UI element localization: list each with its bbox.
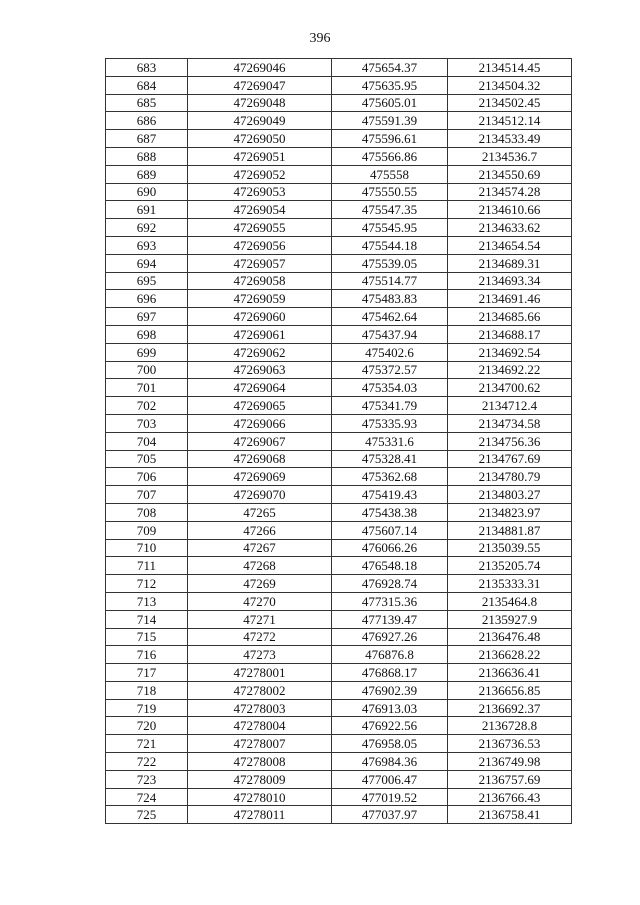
row-index-cell: 689 <box>106 165 188 183</box>
x-coordinate-cell: 477019.52 <box>332 788 448 806</box>
x-coordinate-cell: 475591.39 <box>332 112 448 130</box>
y-coordinate-cell: 2134536.7 <box>448 147 572 165</box>
x-coordinate-cell: 475462.64 <box>332 308 448 326</box>
y-coordinate-cell: 2135205.74 <box>448 557 572 575</box>
x-coordinate-cell: 476876.8 <box>332 646 448 664</box>
row-index-cell: 712 <box>106 575 188 593</box>
x-coordinate-cell: 475550.55 <box>332 183 448 201</box>
table-row <box>106 681 572 699</box>
table-row <box>106 503 572 521</box>
row-index-cell: 723 <box>106 770 188 788</box>
table-row <box>106 165 572 183</box>
x-coordinate-cell: 475545.95 <box>332 219 448 237</box>
point-id-cell: 47269051 <box>188 147 332 165</box>
y-coordinate-cell: 2135039.55 <box>448 539 572 557</box>
table-row <box>106 183 572 201</box>
row-index-cell: 710 <box>106 539 188 557</box>
x-coordinate-cell: 475539.05 <box>332 254 448 272</box>
row-index-cell: 691 <box>106 201 188 219</box>
point-id-cell: 47269058 <box>188 272 332 290</box>
point-id-cell: 47269064 <box>188 379 332 397</box>
row-index-cell: 688 <box>106 147 188 165</box>
table-row <box>106 753 572 771</box>
x-coordinate-cell: 475328.41 <box>332 450 448 468</box>
point-id-cell: 47269065 <box>188 397 332 415</box>
row-index-cell: 722 <box>106 753 188 771</box>
table-row <box>106 94 572 112</box>
point-id-cell: 47269066 <box>188 414 332 432</box>
row-index-cell: 724 <box>106 788 188 806</box>
x-coordinate-cell: 476928.74 <box>332 575 448 593</box>
table-row <box>106 361 572 379</box>
point-id-cell: 47266 <box>188 521 332 539</box>
row-index-cell: 715 <box>106 628 188 646</box>
row-index-cell: 717 <box>106 664 188 682</box>
table-row <box>106 325 572 343</box>
table-row <box>106 76 572 94</box>
row-index-cell: 692 <box>106 219 188 237</box>
point-id-cell: 47269046 <box>188 59 332 77</box>
table-row <box>106 343 572 361</box>
point-id-cell: 47268 <box>188 557 332 575</box>
y-coordinate-cell: 2134610.66 <box>448 201 572 219</box>
row-index-cell: 685 <box>106 94 188 112</box>
y-coordinate-cell: 2134767.69 <box>448 450 572 468</box>
table-row <box>106 539 572 557</box>
x-coordinate-cell: 475372.57 <box>332 361 448 379</box>
x-coordinate-cell: 476066.26 <box>332 539 448 557</box>
point-id-cell: 47269049 <box>188 112 332 130</box>
x-coordinate-cell: 475544.18 <box>332 236 448 254</box>
row-index-cell: 719 <box>106 699 188 717</box>
table-row <box>106 717 572 735</box>
y-coordinate-cell: 2134685.66 <box>448 308 572 326</box>
table-row <box>106 521 572 539</box>
point-id-cell: 47269048 <box>188 94 332 112</box>
table-row <box>106 59 572 77</box>
point-id-cell: 47269053 <box>188 183 332 201</box>
row-index-cell: 690 <box>106 183 188 201</box>
row-index-cell: 704 <box>106 432 188 450</box>
y-coordinate-cell: 2134780.79 <box>448 468 572 486</box>
point-id-cell: 47269056 <box>188 236 332 254</box>
x-coordinate-cell: 477139.47 <box>332 610 448 628</box>
table-row <box>106 486 572 504</box>
table-row <box>106 450 572 468</box>
table-row <box>106 664 572 682</box>
x-coordinate-cell: 475362.68 <box>332 468 448 486</box>
x-coordinate-cell: 475596.61 <box>332 130 448 148</box>
row-index-cell: 694 <box>106 254 188 272</box>
point-id-cell: 47278008 <box>188 753 332 771</box>
point-id-cell: 47269069 <box>188 468 332 486</box>
x-coordinate-cell: 477315.36 <box>332 592 448 610</box>
x-coordinate-cell: 475341.79 <box>332 397 448 415</box>
table-row <box>106 788 572 806</box>
table-row <box>106 770 572 788</box>
y-coordinate-cell: 2135464.8 <box>448 592 572 610</box>
x-coordinate-cell: 476927.26 <box>332 628 448 646</box>
point-id-cell: 47267 <box>188 539 332 557</box>
y-coordinate-cell: 2134689.31 <box>448 254 572 272</box>
y-coordinate-cell: 2136636.41 <box>448 664 572 682</box>
table-body <box>106 59 572 824</box>
point-id-cell: 47269052 <box>188 165 332 183</box>
x-coordinate-cell: 475402.6 <box>332 343 448 361</box>
row-index-cell: 714 <box>106 610 188 628</box>
y-coordinate-cell: 2135927.9 <box>448 610 572 628</box>
table-row <box>106 201 572 219</box>
y-coordinate-cell: 2134533.49 <box>448 130 572 148</box>
y-coordinate-cell: 2134654.54 <box>448 236 572 254</box>
y-coordinate-cell: 2134692.54 <box>448 343 572 361</box>
coordinates-table <box>105 58 572 824</box>
x-coordinate-cell: 477006.47 <box>332 770 448 788</box>
table-row <box>106 468 572 486</box>
table-row <box>106 628 572 646</box>
table-row <box>106 397 572 415</box>
row-index-cell: 706 <box>106 468 188 486</box>
x-coordinate-cell: 475558 <box>332 165 448 183</box>
point-id-cell: 47269067 <box>188 432 332 450</box>
table-row <box>106 272 572 290</box>
y-coordinate-cell: 2134803.27 <box>448 486 572 504</box>
y-coordinate-cell: 2136692.37 <box>448 699 572 717</box>
row-index-cell: 707 <box>106 486 188 504</box>
point-id-cell: 47278003 <box>188 699 332 717</box>
table-row <box>106 130 572 148</box>
table-row <box>106 379 572 397</box>
y-coordinate-cell: 2134688.17 <box>448 325 572 343</box>
x-coordinate-cell: 475419.43 <box>332 486 448 504</box>
row-index-cell: 700 <box>106 361 188 379</box>
point-id-cell: 47278007 <box>188 735 332 753</box>
point-id-cell: 47278004 <box>188 717 332 735</box>
table-row <box>106 432 572 450</box>
row-index-cell: 687 <box>106 130 188 148</box>
y-coordinate-cell: 2136736.53 <box>448 735 572 753</box>
point-id-cell: 47269070 <box>188 486 332 504</box>
point-id-cell: 47269054 <box>188 201 332 219</box>
table-row <box>106 592 572 610</box>
point-id-cell: 47270 <box>188 592 332 610</box>
row-index-cell: 709 <box>106 521 188 539</box>
table-row <box>106 699 572 717</box>
x-coordinate-cell: 476984.36 <box>332 753 448 771</box>
y-coordinate-cell: 2136758.41 <box>448 806 572 824</box>
y-coordinate-cell: 2135333.31 <box>448 575 572 593</box>
y-coordinate-cell: 2134823.97 <box>448 503 572 521</box>
point-id-cell: 47269 <box>188 575 332 593</box>
x-coordinate-cell: 475635.95 <box>332 76 448 94</box>
x-coordinate-cell: 475437.94 <box>332 325 448 343</box>
row-index-cell: 686 <box>106 112 188 130</box>
point-id-cell: 47269047 <box>188 76 332 94</box>
point-id-cell: 47269061 <box>188 325 332 343</box>
row-index-cell: 718 <box>106 681 188 699</box>
table-row <box>106 236 572 254</box>
y-coordinate-cell: 2134700.62 <box>448 379 572 397</box>
x-coordinate-cell: 475514.77 <box>332 272 448 290</box>
x-coordinate-cell: 475438.38 <box>332 503 448 521</box>
point-id-cell: 47269063 <box>188 361 332 379</box>
point-id-cell: 47269057 <box>188 254 332 272</box>
point-id-cell: 47265 <box>188 503 332 521</box>
point-id-cell: 47273 <box>188 646 332 664</box>
table-row <box>106 735 572 753</box>
point-id-cell: 47271 <box>188 610 332 628</box>
y-coordinate-cell: 2136728.8 <box>448 717 572 735</box>
y-coordinate-cell: 2134693.34 <box>448 272 572 290</box>
x-coordinate-cell: 476958.05 <box>332 735 448 753</box>
x-coordinate-cell: 476913.03 <box>332 699 448 717</box>
table-row <box>106 646 572 664</box>
y-coordinate-cell: 2134756.36 <box>448 432 572 450</box>
x-coordinate-cell: 475483.83 <box>332 290 448 308</box>
y-coordinate-cell: 2136628.22 <box>448 646 572 664</box>
row-index-cell: 713 <box>106 592 188 610</box>
x-coordinate-cell: 475566.86 <box>332 147 448 165</box>
point-id-cell: 47278010 <box>188 788 332 806</box>
row-index-cell: 684 <box>106 76 188 94</box>
table-row <box>106 557 572 575</box>
y-coordinate-cell: 2134734.58 <box>448 414 572 432</box>
row-index-cell: 711 <box>106 557 188 575</box>
x-coordinate-cell: 477037.97 <box>332 806 448 824</box>
y-coordinate-cell: 2134712.4 <box>448 397 572 415</box>
table-row <box>106 610 572 628</box>
y-coordinate-cell: 2136766.43 <box>448 788 572 806</box>
y-coordinate-cell: 2136749.98 <box>448 753 572 771</box>
point-id-cell: 47278001 <box>188 664 332 682</box>
row-index-cell: 693 <box>106 236 188 254</box>
x-coordinate-cell: 476922.56 <box>332 717 448 735</box>
y-coordinate-cell: 2136757.69 <box>448 770 572 788</box>
x-coordinate-cell: 476548.18 <box>332 557 448 575</box>
x-coordinate-cell: 475354.03 <box>332 379 448 397</box>
y-coordinate-cell: 2134633.62 <box>448 219 572 237</box>
x-coordinate-cell: 476902.39 <box>332 681 448 699</box>
y-coordinate-cell: 2134692.22 <box>448 361 572 379</box>
point-id-cell: 47278002 <box>188 681 332 699</box>
point-id-cell: 47269059 <box>188 290 332 308</box>
table-row <box>106 219 572 237</box>
table-row <box>106 806 572 824</box>
row-index-cell: 716 <box>106 646 188 664</box>
row-index-cell: 699 <box>106 343 188 361</box>
table-row <box>106 112 572 130</box>
y-coordinate-cell: 2134502.45 <box>448 94 572 112</box>
row-index-cell: 683 <box>106 59 188 77</box>
x-coordinate-cell: 475605.01 <box>332 94 448 112</box>
point-id-cell: 47269050 <box>188 130 332 148</box>
row-index-cell: 697 <box>106 308 188 326</box>
x-coordinate-cell: 475607.14 <box>332 521 448 539</box>
page-number: 396 <box>309 31 331 46</box>
x-coordinate-cell: 475331.6 <box>332 432 448 450</box>
y-coordinate-cell: 2134514.45 <box>448 59 572 77</box>
y-coordinate-cell: 2134550.69 <box>448 165 572 183</box>
point-id-cell: 47278009 <box>188 770 332 788</box>
point-id-cell: 47278011 <box>188 806 332 824</box>
x-coordinate-cell: 476868.17 <box>332 664 448 682</box>
point-id-cell: 47269060 <box>188 308 332 326</box>
point-id-cell: 47269068 <box>188 450 332 468</box>
x-coordinate-cell: 475547.35 <box>332 201 448 219</box>
y-coordinate-cell: 2136656.85 <box>448 681 572 699</box>
y-coordinate-cell: 2134881.87 <box>448 521 572 539</box>
row-index-cell: 703 <box>106 414 188 432</box>
row-index-cell: 708 <box>106 503 188 521</box>
row-index-cell: 720 <box>106 717 188 735</box>
y-coordinate-cell: 2134691.46 <box>448 290 572 308</box>
table-row <box>106 414 572 432</box>
x-coordinate-cell: 475654.37 <box>332 59 448 77</box>
row-index-cell: 696 <box>106 290 188 308</box>
y-coordinate-cell: 2136476.48 <box>448 628 572 646</box>
y-coordinate-cell: 2134574.28 <box>448 183 572 201</box>
table-row <box>106 147 572 165</box>
table-row <box>106 290 572 308</box>
row-index-cell: 702 <box>106 397 188 415</box>
row-index-cell: 698 <box>106 325 188 343</box>
row-index-cell: 721 <box>106 735 188 753</box>
point-id-cell: 47269055 <box>188 219 332 237</box>
point-id-cell: 47269062 <box>188 343 332 361</box>
row-index-cell: 695 <box>106 272 188 290</box>
y-coordinate-cell: 2134504.32 <box>448 76 572 94</box>
row-index-cell: 705 <box>106 450 188 468</box>
row-index-cell: 701 <box>106 379 188 397</box>
x-coordinate-cell: 475335.93 <box>332 414 448 432</box>
point-id-cell: 47272 <box>188 628 332 646</box>
y-coordinate-cell: 2134512.14 <box>448 112 572 130</box>
table-row <box>106 575 572 593</box>
table-row <box>106 308 572 326</box>
row-index-cell: 725 <box>106 806 188 824</box>
table-row <box>106 254 572 272</box>
